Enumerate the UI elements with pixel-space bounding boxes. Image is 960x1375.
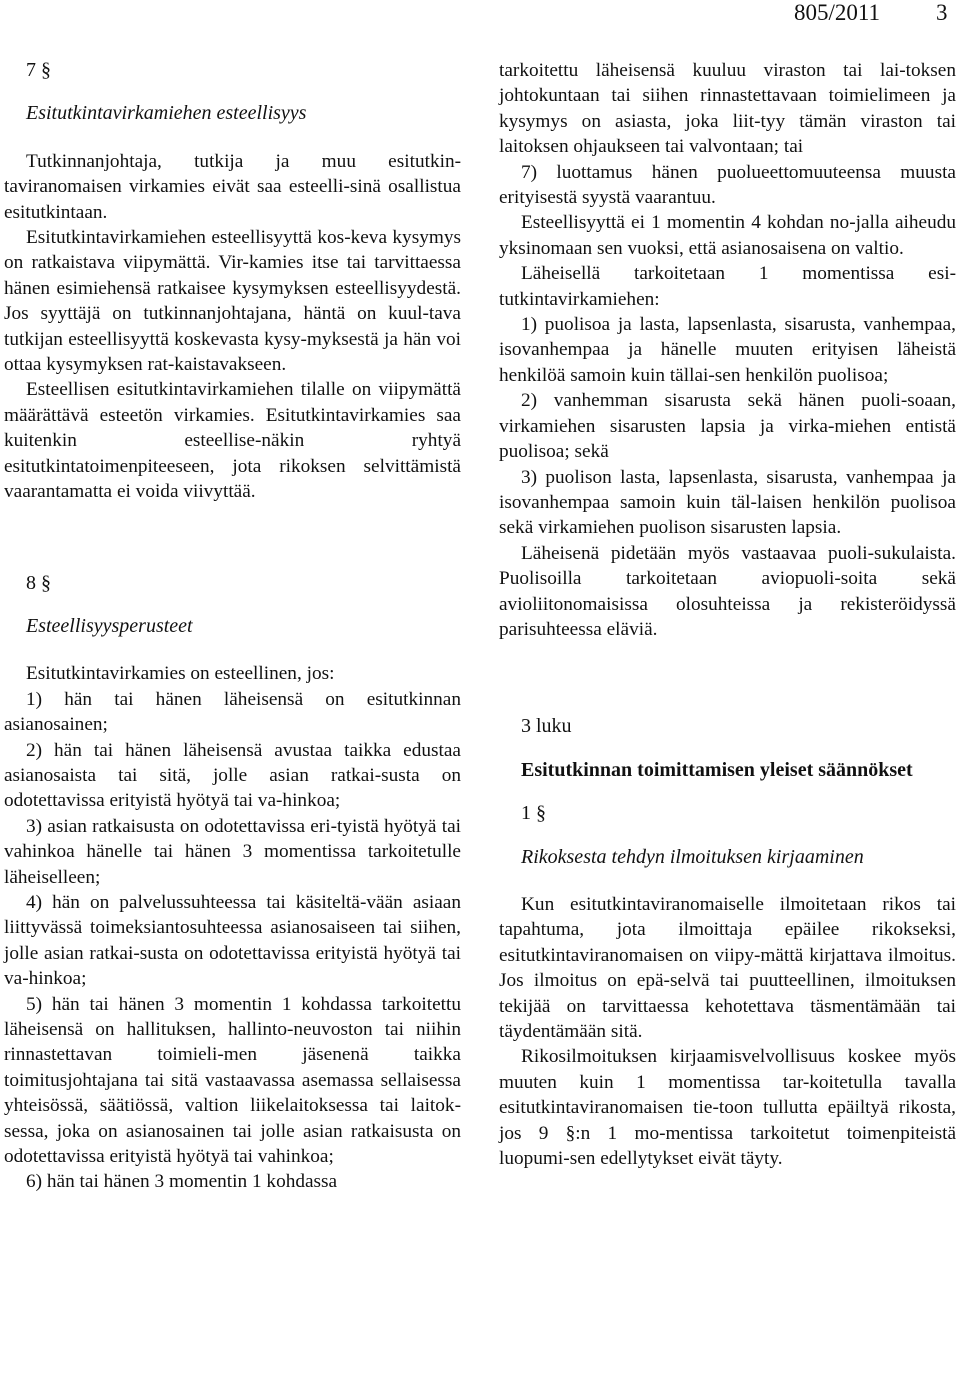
section-number: 8 § <box>26 571 51 594</box>
paragraph: Läheisellä tarkoitetaan 1 momentissa esi-tutkintavirkamiehen: <box>499 263 956 310</box>
paragraph: Rikosilmoituksen kirjaamisvelvollisuus koskee myös muuten kuin 1 momentissa tar-koitetulla tavalla esitutkintaviranomaisen tie-toon tullutta epäiltyä rikosta, jos 9 §:n 1 mo-mentissa tarkoitetut toimenpiteistä luopumi-sen edellytykset eivät täyty. <box>499 1046 956 1170</box>
paragraph: Esitutkintavirkamiehen esteellisyyttä kos-keva kysymys on ratkaistava viipymättä. Vir-kamies itse tai tarvittaessa hänen esimiehensä ratkaisee kysymyksen esteellisyydestä. Jos syyttäjä on tutkinnanjohtajana, häntä on kuul-tava tutkijan esteellisyyttä koskevasta kysy-myksestä ja hän voi ottaa kysymyksen rat-kaistavakseen. <box>4 227 461 376</box>
paragraph: 3) puolison lasta, lapsenlasta, sisarusta, vanhempaa ja isovanhempaa samoin kuin täl-laisen henkilön puolisoa sekä virkamiehen puolison sisarusten lapsia. <box>499 466 956 539</box>
paragraph: tarkoitettu läheisensä kuuluu viraston tai lai-toksen johtokuntaan tai siihen rinnastettavaan toimielimeen ja kysymys on asiasta, joka liit-tyy tämän viraston tai laitoksen ohjaukseen tai valvontaan; tai <box>499 60 956 158</box>
section-number: 1 § <box>521 802 546 825</box>
paragraph: 6) hän tai hänen 3 momentin 1 kohdassa <box>26 1171 338 1193</box>
paragraph: Esitutkintavirkamies on esteellinen, jos: <box>26 663 335 685</box>
chapter-number: 3 luku <box>521 715 572 738</box>
paragraph: 7) luottamus hänen puolueettomuuteensa muusta erityisestä syystä vaarantuu. <box>499 161 956 209</box>
paragraph: Tutkinnanjohtaja, tutkija ja muu esitutkin-taviranomaisen virkamies eivät saa esteelli-sinä osallistua esitutkintaan. <box>4 150 461 223</box>
section-title: Esteellisyysperusteet <box>26 614 193 637</box>
section-title: Esitutkintavirkamiehen esteellisyys <box>26 102 307 125</box>
paragraph: 3) asian ratkaisusta on odotettavissa eri-tyistä hyötyä tai vahinkoa hänelle tai hänen 3 momentissa tarkoitetulle läheiselleen; <box>4 815 461 888</box>
paragraph: 1) puolisoa ja lasta, lapsenlasta, sisarusta, vanhempaa, isovanhempaa ja hänelle muuten erityisen läheistä henkilöä samoin kuin tällai-sen henkilön puolisoa; <box>499 314 956 386</box>
page-header <box>0 0 960 30</box>
paragraph: 5) hän tai hänen 3 momentin 1 kohdassa tarkoitettu läheisensä on hallituksen, hallinto-neuvoston tai niihin rinnastettavan toimieli-men jäsenenä taikka toimitusjohtajana tai sitä vastaavassa asemassa sellaisessa yhteisössä, säätiössä, valtion liikelaitoksessa tai laitok-sessa, joka on asianosainen tai jolle asian ratkaisusta on odotettavissa erityistä hyötyä tai vahinkoa; <box>4 993 461 1168</box>
page-number: 3 <box>936 0 948 25</box>
left-column <box>4 58 461 1195</box>
paragraph: Läheisenä pidetään myös vastaavaa puoli-sukulaista. Puolisoilla tarkoitetaan aviopuoli-soita sekä avioliitonomaisissa olosuhteissa ja rekisteröidyssä parisuhteessa eläviä. <box>499 542 956 640</box>
paragraph: 4) hän on palvelussuhteessa tai käsiteltä-vään asiaan liittyvässä toimeksiantosuhteessa asianosaiseen tai siihen, jolle asian ratkai-susta on odotettavissa erityistä hyötyä tai va-hinkoa; <box>4 891 461 990</box>
chapter-title: Esitutkinnan toimittamisen yleiset säännökset <box>521 758 913 781</box>
section-number: 7 § <box>26 59 51 81</box>
paragraph: Kun esitutkintaviranomaiselle ilmoitetaan rikos tai tapahtuma, jota ilmoittaja epäilee rikokseksi, esitutkintaviranomaisen on viipy-mättä kirjattava ilmoitus. Jos ilmoitus on epä-selvä tai puutteellinen, ilmoituksen tekijää on tarvittaessa kehotettava täsmentämään tai täydentämään sitä. <box>499 893 956 1042</box>
paragraph: 1) hän tai hänen läheisensä on esitutkinnan asianosainen; <box>4 688 461 736</box>
paragraph: 2) vanhemman sisarusta sekä hänen puoli-soaan, virkamiehen sisarusten lapsia ja virka-miehen entistä puolisoa; sekä <box>499 390 956 463</box>
section-title: Rikoksesta tehdyn ilmoituksen kirjaaminen <box>521 845 864 868</box>
paragraph: Esteellisyyttä ei 1 momentin 4 kohdan no-jalla aiheudu yksinomaan sen vuoksi, että asianosaisena on valtio. <box>499 212 956 259</box>
paragraph: Esteellisen esitutkintavirkamiehen tilalle on viipymättä määrättävä esteetön virkamies. Esitutkintavirkamies saa kuitenkin esteellise-näkin ryhtyä esitutkintatoimenpiteeseen, jota rikoksen selvittämistä vaarantamatta ei voida viivyttää. <box>4 379 461 503</box>
right-column <box>499 58 956 1171</box>
paragraph: 2) hän tai hänen läheisensä avustaa taikka edustaa asianosaista tai sitä, jolle asian ratkai-susta on odotettavissa erityistä hyötyä tai va-hinkoa; <box>4 739 461 812</box>
issue-number: 805/2011 <box>794 0 881 25</box>
